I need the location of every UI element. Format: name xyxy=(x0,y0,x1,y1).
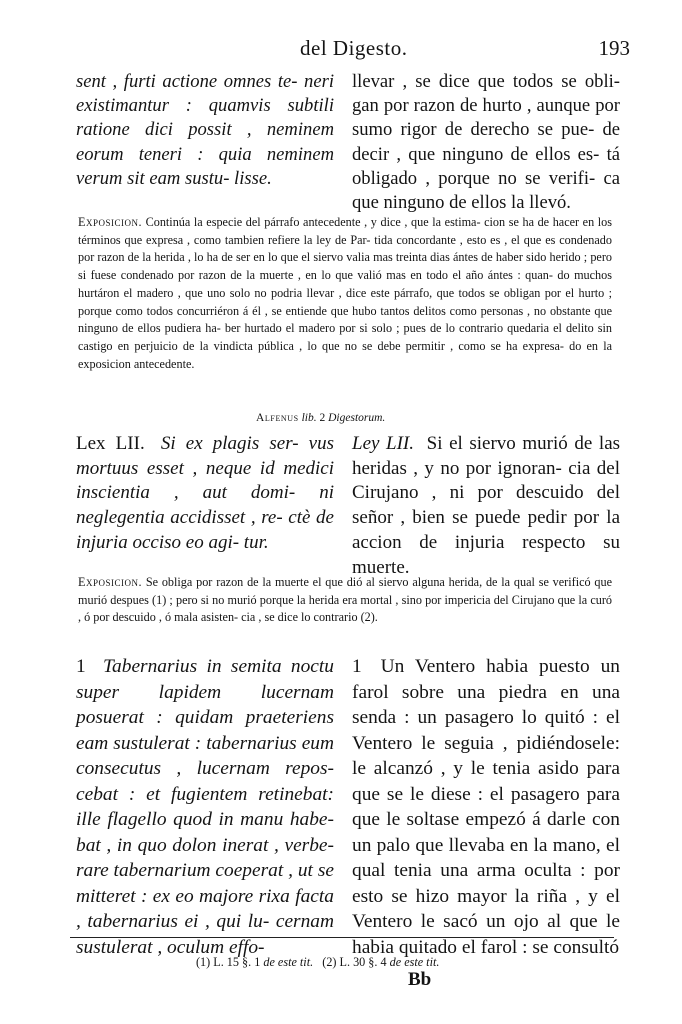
exposicion-text: Se obliga por razon de la muerte el que dió al siervo alguna herida, de la qual se verificó que murió despues (1) ; pero si no murió porque la herida era mortal , sino por impericia del Cirujano que la curó , ó por descuido , ó mala asisten- cia , se dice lo contrario (2). xyxy=(78,575,612,625)
source-author: Alfenus xyxy=(256,412,299,424)
lex-52-latin-text: Si ex plagis ser- vus mortuus esset , neque id medici inscientia , aut domi- ni neglegentia accidisset , re- ctè de injuria occiso eo agi- tur. xyxy=(76,433,334,553)
footnote-2-marker: (2) xyxy=(322,955,337,969)
exposicion-text: Continúa la especie del párrafo antecedente , y dice , que la estima- cion se ha de hacer en los términos que expresa , como tambien refiere la ley de Par- tida concordante , esto es , el que es condenado por razon de la herida , lo ha de ser en lo que el siervo valia mas treinta dias ántes de haber sido herido ; pero si fuese condenado por razon de la muerte , en lo que valió mas en todo el año ántes : quan- do muchos hurtáron el madero , que uno solo no podria llevar , dice este párrafo, que todos se obligan por el hurto ; porque como todos concurriéron á él , se entiende que hubo tantos delitos como personas , no obstante que ninguno de ellos pudiera ha- ber hurtado el madero por si solo ; pues de lo contrario quedaria el delito sin castigo en perjuicio de la vindicta pública , lo que no se debe permitir , como se ha expresa- do en la exposicion antecedente. xyxy=(78,215,613,371)
footnote-1-tail: de este tit. xyxy=(263,955,314,969)
top-spanish-column: llevar , se dice que todos se obli- gan por razon de hurto , aunque por sumo rigor de derecho se pue- de decir , que ninguno de ellos es- tá obligado , porque no se verifi- ca que ninguno de ellos la llevó. xyxy=(352,71,620,214)
paragraph-1-spanish xyxy=(352,654,620,960)
lex-52-spanish-heading: Ley LII. xyxy=(352,433,415,454)
exposicion-label: Exposicion. xyxy=(78,575,142,589)
paragraph-1-spanish-text: Un Ventero habia puesto un farol sobre una piedra en una senda : un pasagero lo quitó : el Ventero le seguia , pidiéndosele: le alcanzó , y le tenia asido para que se le diese : el pasagero para que le soltase empezó á darle con un palo que llevaba en la mano, el qual tenia una arma oculta : por esto se hizo mayor la riña , y el Ventero le sacó un ojo al que le habia quitado el farol : se consultó xyxy=(352,656,620,958)
footnote-2-ref: L. 30 §. 4 xyxy=(339,955,387,969)
lex-52-latin xyxy=(76,432,334,556)
source-attribution xyxy=(256,412,385,424)
running-title: del Digesto. xyxy=(300,36,408,60)
exposicion-first xyxy=(78,214,612,373)
lex-52-spanish xyxy=(352,432,620,580)
signature-mark: Bb xyxy=(408,969,432,990)
top-latin-column: sent , furti actione omnes te- neri existimantur : quamvis subtili ratione dici possit , neminem eorum teneri : quia neminem verum sit eam sustu- lisse. xyxy=(76,71,334,189)
source-book: 2 xyxy=(319,412,326,424)
footnote-2-tail: de este tit. xyxy=(389,955,440,969)
footnote-1-marker: (1) xyxy=(196,955,211,969)
footnote-rule xyxy=(70,937,614,938)
paragraph-1-latin-text: Tabernarius in semita noctu super lapidem lucernam posuerat : quidam praeteriens eam sustulerat : tabernarius eum consecutus , lucernam repos- cebat : et fugientem retinebat: ille flagello quod in manu habe- bat , in quo dolon inerat , verbe- rare tabernarium coeperat , ut se mitteret : ex eo majore rixa facta , tabernarius ei , qui lu- cernam sustulerat , oculum effo- xyxy=(76,656,334,958)
lex-52-spanish-text: Si el siervo murió de las heridas , y no por ignoran- cia del Cirujano , ni por descuido del señor , bien se puede pedir por la accion de injuria respecto su muerte. xyxy=(352,433,621,578)
paragraph-number: 1 xyxy=(352,656,362,677)
paragraph-1-latin xyxy=(76,654,334,960)
footnote-1-ref: L. 15 §. 1 xyxy=(213,955,261,969)
footnotes xyxy=(196,955,439,970)
page-header xyxy=(72,36,630,64)
lex-52-latin-heading: Lex LII. xyxy=(76,433,145,454)
exposicion-label: Exposicion. xyxy=(78,215,142,229)
exposicion-second xyxy=(78,574,612,627)
page-number: 193 xyxy=(598,36,630,60)
paragraph-number: 1 xyxy=(76,656,86,677)
source-work: Digestorum. xyxy=(328,412,386,424)
source-lib: lib. xyxy=(301,412,317,424)
